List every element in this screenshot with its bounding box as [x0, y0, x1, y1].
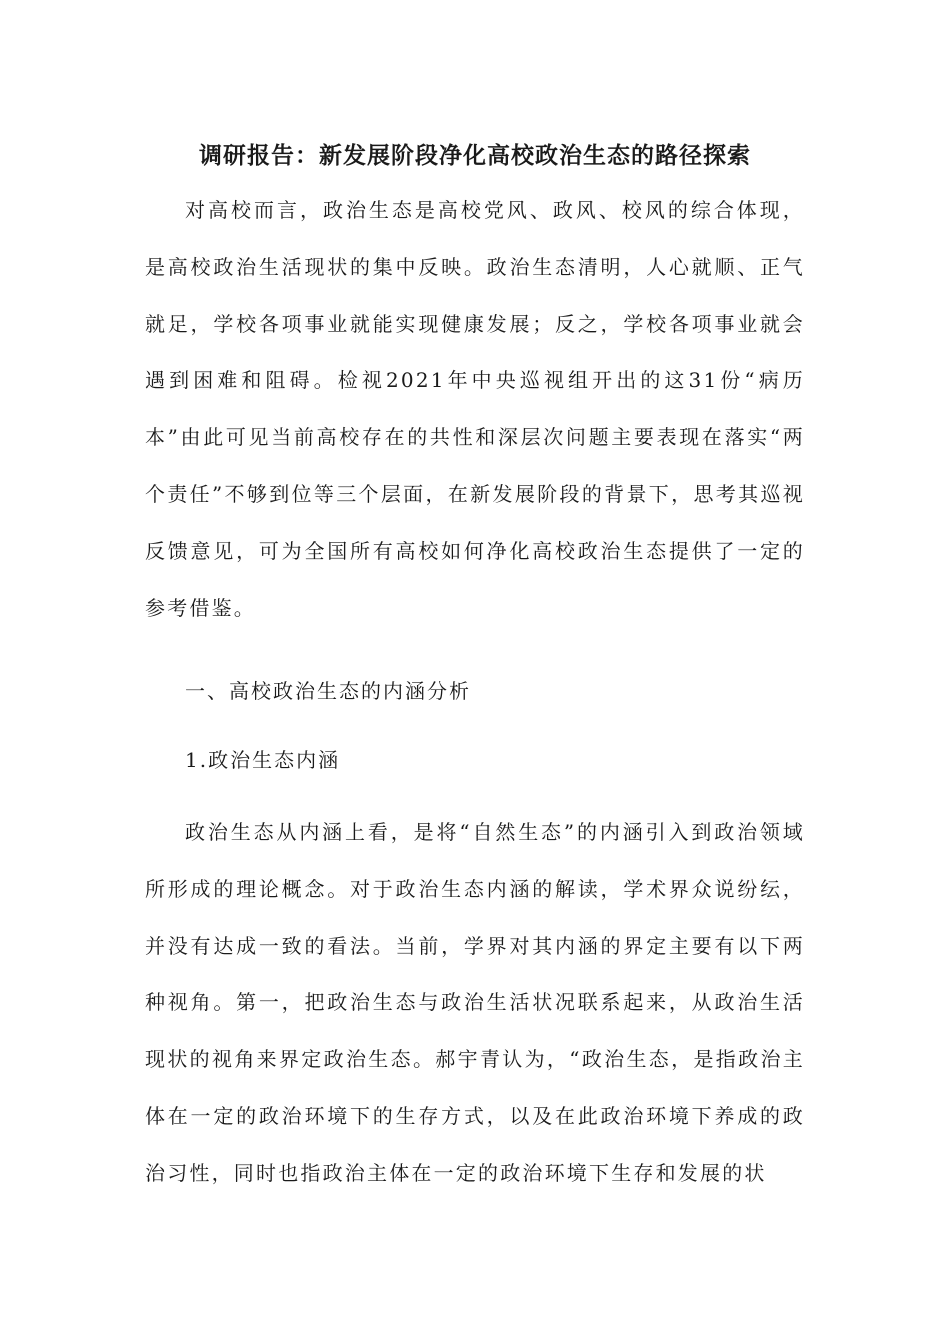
intro-paragraph: 对高校而言，政治生态是高校党风、政风、校风的综合体现，是高校政治生活现状的集中反映。政治生态清明，人心就顺、正气就足，学校各项事业就能实现健康发展；反之，学校各项事业就会遇到困难和阻碍。检视2021年中央巡视组开出的这31份“病历本”由此可见当前高校存在的共性和深层次问题主要表现在落实“两个责任”不够到位等三个层面，在新发展阶段的背景下，思考其巡视反馈意见，可为全国所有高校如何净化高校政治生态提供了一定的参考借鉴。 — [145, 198, 805, 620]
subsection-heading: 1.政治生态内涵 — [185, 748, 341, 772]
body-paragraph: 政治生态从内涵上看，是将“自然生态”的内涵引入到政治领域所形成的理论概念。对于政治生态内涵的解读，学术界众说纷纭，并没有达成一致的看法。当前，学界对其内涵的界定主要有以下两种视角。第一，把政治生态与政治生活状况联系起来，从政治生活现状的视角来界定政治生态。郝宇青认为，“政治生态，是指政治主体在一定的政治环境下的生存方式，以及在此政治环境下养成的政治习性，同时也指政治主体在一定的政治环境下生存和发展的状 — [145, 820, 805, 1185]
body-section — [145, 804, 805, 1202]
document-title: 调研报告：新发展阶段净化高校政治生态的路径探索 — [199, 143, 751, 169]
section-heading: 一、高校政治生态的内涵分析 — [185, 679, 471, 703]
intro-section — [145, 182, 805, 636]
